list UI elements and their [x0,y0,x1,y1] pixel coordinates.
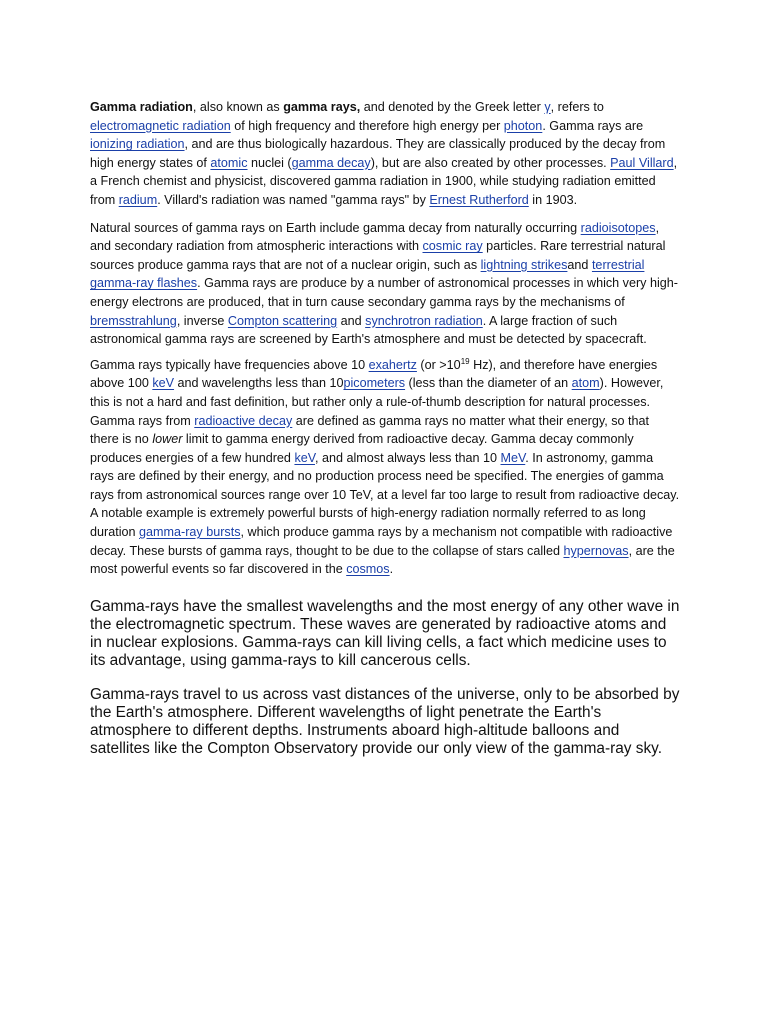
link-hypernovas[interactable]: hypernovas [563,543,629,558]
text-run: particles. Rare terrestrial natural sources produce gamma rays that are not of a nuclear origin, such as [90,239,666,272]
text-run: , are the most powerful events so far discovered in the [90,543,675,577]
text-run: , also known as [192,100,284,114]
text-run: nuclei ( [247,155,292,170]
link-mev[interactable]: MeV [500,450,526,465]
link-picometers[interactable]: picometers [343,376,406,391]
text-run: Natural sources of gamma rays on Earth include gamma decay from naturally occurring [90,220,581,235]
link-paul-villard[interactable]: Paul Villard [610,155,674,170]
link-synchrotron-radiation[interactable]: synchrotron radiation [365,313,483,328]
text-run: , a French chemist and physicist, discovered gamma radiation in 1900, while studying radiation emitted from [90,155,678,207]
text-run: and [337,313,366,328]
text-run: . Gamma rays are produce by a number of astronomical processes in which very high-energy electrons are produced, that in turn cause secondary gamma rays by the mechanisms of [90,276,678,309]
text-run: , refers to [550,100,604,114]
text-run: Hz), and therefore have energies above 100 [90,357,658,391]
text-run: (or >10 [416,357,461,372]
text-run: Gamma rays typically have frequencies above 10 [90,357,369,372]
paragraph-atmosphere-absorption: Gamma-rays travel to us across vast distances of the universe, only to be absorbed by the Earth's atmosphere. Different wavelengths of light penetrate the Earth's atmosphere to different depths. Instruments aboard high-altitude balloons and satellites like the Compton Observatory provide our only view of the gamma-ray sky. [90,685,680,757]
text-run: , which produce gamma rays by a mechanism not compatible with radioactive decay. These bursts of gamma rays, thought to be due to the collapse of stars called [90,525,673,558]
link-atomic[interactable]: atomic [210,155,248,170]
text-run: , inverse [176,313,228,328]
link-radioactive-decay[interactable]: radioactive decay [194,413,293,428]
link-radioisotopes[interactable]: radioisotopes [580,220,656,235]
link-ionizing-radiation[interactable]: ionizing radiation [90,137,185,152]
paragraph-frequencies [90,356,680,579]
term-gamma-rays: gamma rays, [283,100,361,114]
term-gamma-radiation: Gamma radiation [90,100,193,114]
link-gamma-decay[interactable]: gamma decay [291,155,371,170]
link-gamma-letter[interactable]: γ [544,100,551,114]
emphasis-lower: lower [152,432,183,447]
text-run: . In astronomy, gamma rays are defined by their energy, and no production process need be specified. The energies of gamma rays from astronomical sources range over 10 TeV, at a level far too large to result from radioactive decay. A notable example is extremely powerful bursts of high-energy radiation normally referred to as long duration [90,450,680,540]
document-page [90,98,680,773]
superscript-exponent: 19 [460,356,470,366]
text-run: of high frequency and therefore high energy per [230,118,504,133]
text-run: ). However, this is not a hard and fast definition, but rather only a rule-of-thumb description for natural processes. Gamma rays from [90,376,664,428]
text-run: are defined as gamma rays no matter what their energy, so that there is no [90,413,650,447]
link-ernest-rutherford[interactable]: Ernest Rutherford [429,192,529,207]
link-terrestrial-gamma-ray-flashes[interactable]: terrestrial gamma-ray flashes [90,257,645,291]
text-run: (less than the diameter of an [405,376,572,391]
text-run: . Villard's radiation was named "gamma rays" by [157,192,430,207]
link-electromagnetic-radiation[interactable]: electromagnetic radiation [90,118,231,133]
text-run: in 1903. [528,192,578,207]
paragraph-natural-sources [90,219,680,349]
text-run: . Gamma rays are [542,118,644,133]
link-lightning-strikes[interactable]: lightning strikes [480,257,568,272]
link-compton-scattering[interactable]: Compton scattering [227,313,338,328]
link-gamma-ray-bursts[interactable]: gamma-ray bursts [139,525,241,540]
text-run: and denoted by the Greek letter [360,100,545,114]
paragraph-intro [90,98,680,210]
text-run: and [567,257,592,272]
text-run: limit to gamma energy derived from radioactive decay. Gamma decay commonly produces energies of a few hundred [90,432,634,465]
text-run: ), but are also created by other processes. [370,155,611,170]
link-photon[interactable]: photon [503,118,543,133]
text-run: . A large fraction of such astronomical gamma rays are screened by Earth's atmosphere and must be detected by spacecraft. [90,313,647,347]
paragraph-smallest-wavelengths: Gamma-rays have the smallest wavelengths and the most energy of any other wave in the electromagnetic spectrum. These waves are generated by radioactive atoms and in nuclear explosions. Gamma-rays can kill living cells, a fact which medicine uses to its advantage, using gamma-rays to kill cancerous cells. [90,597,680,669]
link-cosmos[interactable]: cosmos [346,562,390,577]
link-kev-2[interactable]: keV [294,450,315,465]
text-run: , and secondary radiation from atmospheric interactions with [90,220,660,254]
link-kev[interactable]: keV [152,376,175,391]
link-bremsstrahlung[interactable]: bremsstrahlung [90,313,177,328]
link-exahertz[interactable]: exahertz [368,357,417,372]
text-run: , and are thus biologically hazardous. They are classically produced by the decay from high energy states of [90,137,666,170]
text-run: . [389,562,394,577]
link-cosmic-ray[interactable]: cosmic ray [422,239,483,254]
text-run: , and almost always less than 10 [314,450,501,465]
link-atom[interactable]: atom [571,376,600,391]
link-radium[interactable]: radium [118,192,158,207]
text-run: and wavelengths less than 10 [174,376,344,391]
